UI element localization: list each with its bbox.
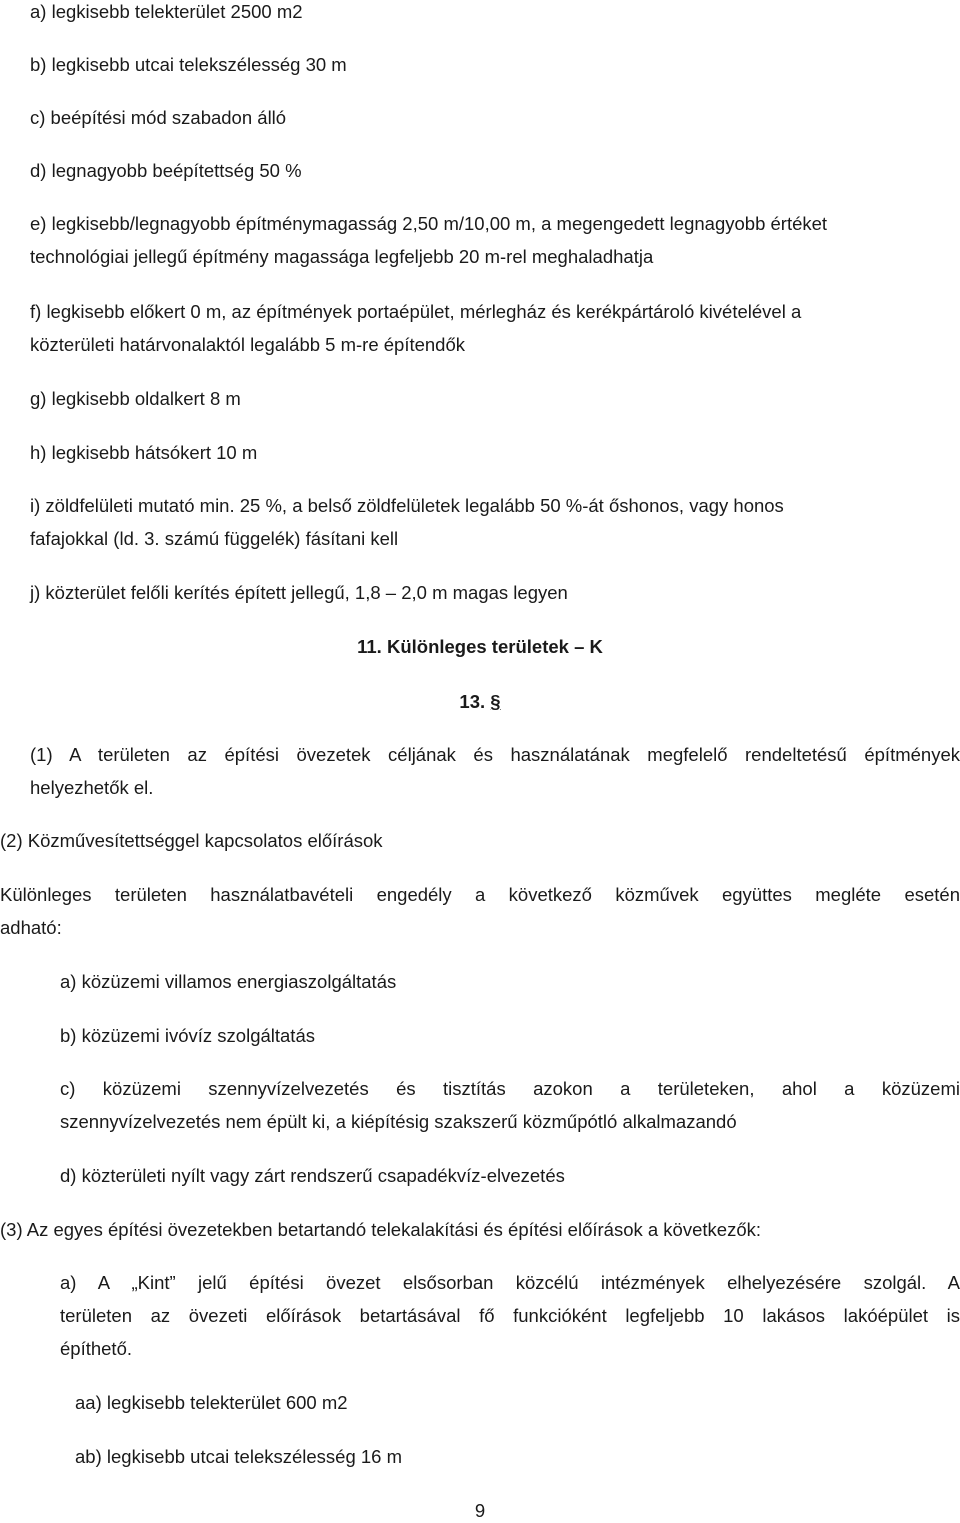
req-g-side-yard: g) legkisebb oldalkert 8 m <box>30 388 241 409</box>
p1-line1: (1) A területen az építési övezetek céljának és használatának megfelelő rendeltetésű építmények <box>30 744 960 765</box>
utility-d-stormwater: d) közterületi nyílt vagy zárt rendszerű csapadékvíz-elvezetés <box>60 1165 565 1186</box>
req-i-green-line2: fafajokkal (ld. 3. számú függelék) fásítani kell <box>30 528 399 549</box>
paragraph-number: 13. <box>459 691 486 712</box>
special-area-line2: adható: <box>0 917 62 938</box>
req-f-front-yard-line1: f) legkisebb előkert 0 m, az építmények portaépület, mérlegház és kerékpártároló kivételével a <box>30 301 802 322</box>
kint-zone-line2: területen az övezeti előírások betartásával fő funkcióként legfeljebb 10 lakásos lakóépület is <box>60 1305 960 1326</box>
req-e-height-line2: technológiai jellegű építmény magassága legfeljebb 20 m-rel meghaladhatja <box>30 246 654 267</box>
req-j-fence: j) közterület felőli kerítés épített jellegű, 1,8 – 2,0 m magas legyen <box>30 582 568 603</box>
req-i-green-line1: i) zöldfelületi mutató min. 25 %, a belső zöldfelületek legalább 50 %-át őshonos, vagy honos <box>30 495 784 516</box>
utility-a-electricity: a) közüzemi villamos energiaszolgáltatás <box>60 971 397 992</box>
section-heading: 11. Különleges területek – K <box>357 636 603 657</box>
req-c-building-mode: c) beépítési mód szabadon álló <box>30 107 287 128</box>
kint-zone-line1: a) A „Kint” jelű építési övezet elsősorban közcélú intézmények elhelyezésére szolgál. A <box>60 1272 960 1293</box>
req-b-min-street-width: b) legkisebb utcai telekszélesség 30 m <box>30 54 347 75</box>
req-aa-min-lot-area: aa) legkisebb telekterület 600 m2 <box>75 1392 348 1413</box>
req-h-rear-yard: h) legkisebb hátsókert 10 m <box>30 442 258 463</box>
req-f-front-yard-line2: közterületi határvonalaktól legalább 5 m-re építendők <box>30 334 466 355</box>
kint-zone-line3: építhető. <box>60 1338 133 1359</box>
special-area-line1: Különleges területen használatbavételi engedély a következő közművek együttes megléte esetén <box>0 884 960 905</box>
page-number: 9 <box>474 1500 486 1521</box>
req-e-height-line1: e) legkisebb/legnagyobb építménymagasság 2,50 m/10,00 m, a megengedett legnagyobb értéket <box>30 213 828 234</box>
p3-zone-rules: (3) Az egyes építési övezetekben betartandó telekalakítási és építési előírások a következők: <box>0 1219 761 1240</box>
req-a-min-lot-area: a) legkisebb telekterület 2500 m2 <box>30 1 303 22</box>
req-d-max-coverage: d) legnagyobb beépítettség 50 % <box>30 160 302 181</box>
paragraph-sign: § <box>490 691 501 712</box>
utility-c-sewage-line1: c) közüzemi szennyvízelvezetés és tisztítás azokon a területeken, ahol a közüzemi <box>60 1078 960 1099</box>
utility-c-sewage-line2: szennyvízelvezetés nem épült ki, a kiépítésig szakszerű közműpótló alkalmazandó <box>60 1111 737 1132</box>
req-ab-min-street-width: ab) legkisebb utcai telekszélesség 16 m <box>75 1446 403 1467</box>
paragraph-heading <box>0 690 960 714</box>
p2-utilities-heading: (2) Közművesítettséggel kapcsolatos előírások <box>0 830 383 851</box>
utility-b-water: b) közüzemi ivóvíz szolgáltatás <box>60 1025 315 1046</box>
p1-line2: helyezhetők el. <box>30 777 154 798</box>
